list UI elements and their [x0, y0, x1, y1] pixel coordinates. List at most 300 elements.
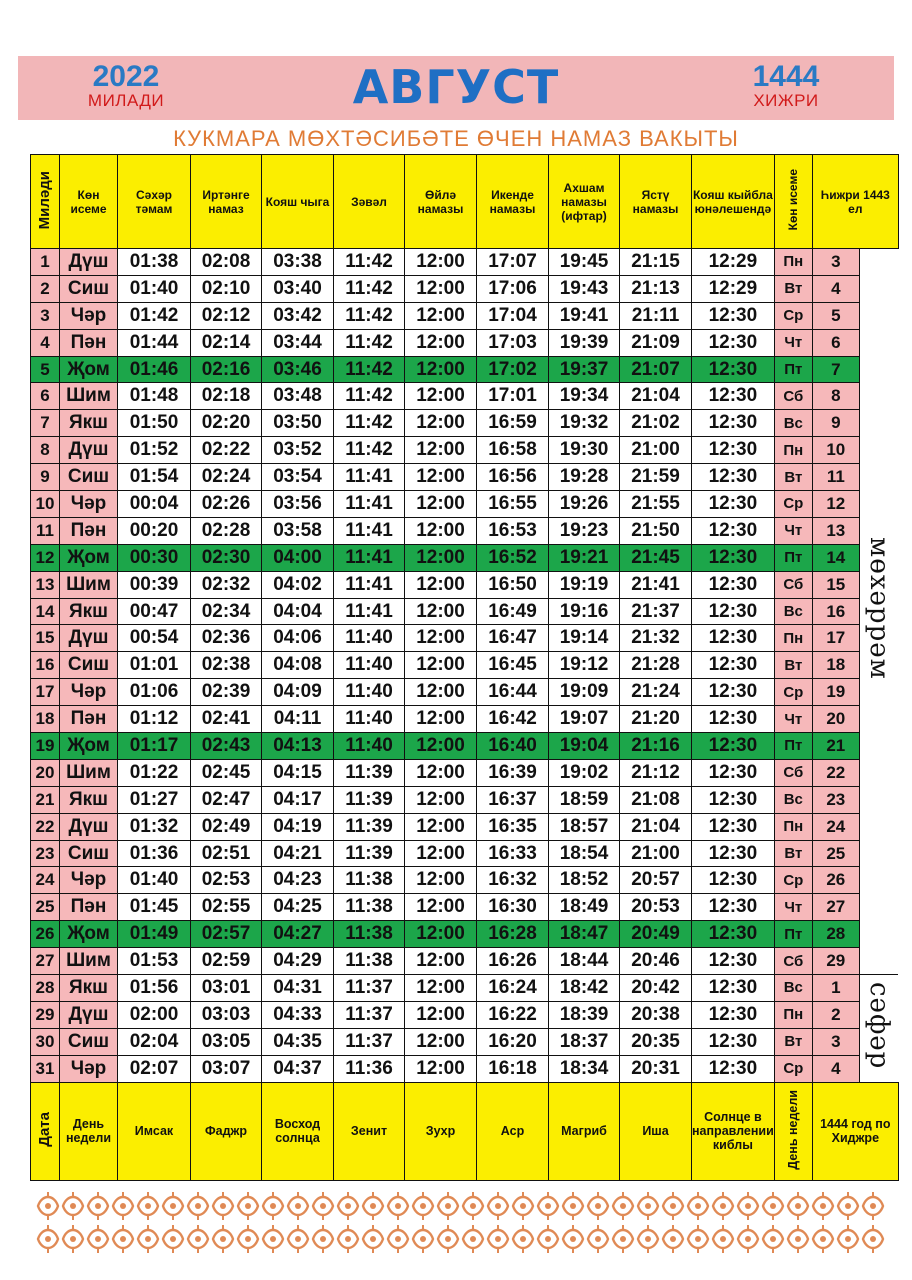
weekday-tatar-cell: Сиш: [60, 464, 118, 491]
day-number-cell: 14: [31, 598, 60, 625]
ornament-motif: [863, 1225, 883, 1253]
weekday-tatar-cell: Чәр: [60, 867, 118, 894]
hijri-day-cell: 22: [812, 759, 859, 786]
header-band: [18, 56, 894, 120]
asr-cell: 17:04: [477, 302, 549, 329]
imsak-cell: 01:22: [118, 759, 191, 786]
ornament-motif: [513, 1192, 533, 1220]
hijri-day-cell: 2: [812, 1001, 859, 1028]
qibla-time-cell: 12:30: [692, 410, 775, 437]
imsak-cell: 01:17: [118, 733, 191, 760]
maghrib-cell: 18:42: [549, 975, 620, 1002]
zuhr-cell: 12:00: [405, 652, 477, 679]
qibla-time-cell: 12:30: [692, 679, 775, 706]
hijri-day-cell: 1: [812, 975, 859, 1002]
ornament-motif: [138, 1225, 158, 1253]
hijri-day-cell: 12: [812, 491, 859, 518]
zenith-cell: 11:42: [334, 383, 405, 410]
weekday-tatar-cell: Якш: [60, 410, 118, 437]
hijri-day-cell: 17: [812, 625, 859, 652]
table-row: [31, 786, 899, 813]
ornament-motif: [638, 1225, 658, 1253]
qibla-time-cell: 12:30: [692, 356, 775, 383]
imsak-cell: 01:49: [118, 921, 191, 948]
weekday-tatar-cell: Чәр: [60, 679, 118, 706]
hijri-day-cell: 6: [812, 329, 859, 356]
isha-cell: 21:24: [620, 679, 692, 706]
asr-cell: 17:02: [477, 356, 549, 383]
table-row: [31, 275, 899, 302]
ornament-motif: [663, 1225, 683, 1253]
col-footer-label: Дата: [36, 1112, 53, 1147]
table-row: [31, 921, 899, 948]
day-number-cell: 25: [31, 894, 60, 921]
table-row: [31, 491, 899, 518]
zenith-cell: 11:36: [334, 1055, 405, 1082]
ornament-motif: [363, 1192, 383, 1220]
isha-cell: 21:00: [620, 840, 692, 867]
zuhr-cell: 12:00: [405, 975, 477, 1002]
maghrib-cell: 19:26: [549, 491, 620, 518]
hijri-day-cell: 21: [812, 733, 859, 760]
weekday-tatar-cell: Җом: [60, 356, 118, 383]
weekday-russian-cell: Пт: [774, 356, 812, 383]
table-row: [31, 383, 899, 410]
col-header: [31, 155, 60, 249]
ornament-motif: [363, 1225, 383, 1253]
maghrib-cell: 18:54: [549, 840, 620, 867]
fajr-cell: 02:34: [191, 598, 262, 625]
imsak-cell: 00:30: [118, 544, 191, 571]
zuhr-cell: 12:00: [405, 786, 477, 813]
table-row: [31, 329, 899, 356]
imsak-cell: 02:04: [118, 1028, 191, 1055]
prayer-times-table: [30, 154, 899, 1181]
ornament-motif: [113, 1225, 133, 1253]
day-number-cell: 19: [31, 733, 60, 760]
ornament-motif: [38, 1192, 58, 1220]
zuhr-cell: 12:00: [405, 1055, 477, 1082]
qibla-time-cell: 12:30: [692, 840, 775, 867]
asr-cell: 16:37: [477, 786, 549, 813]
weekday-tatar-cell: Пән: [60, 329, 118, 356]
ornament-motif: [88, 1192, 108, 1220]
imsak-cell: 01:06: [118, 679, 191, 706]
sunrise-cell: 04:27: [262, 921, 334, 948]
qibla-time-cell: 12:30: [692, 437, 775, 464]
hijri-day-cell: 29: [812, 948, 859, 975]
fajr-cell: 02:53: [191, 867, 262, 894]
weekday-russian-cell: Пн: [774, 813, 812, 840]
table-row: [31, 759, 899, 786]
isha-cell: 21:45: [620, 544, 692, 571]
weekday-tatar-cell: Җом: [60, 921, 118, 948]
day-number-cell: 9: [31, 464, 60, 491]
weekday-tatar-cell: Пән: [60, 894, 118, 921]
zuhr-cell: 12:00: [405, 410, 477, 437]
qibla-time-cell: 12:30: [692, 517, 775, 544]
weekday-tatar-cell: Сиш: [60, 652, 118, 679]
isha-cell: 21:13: [620, 275, 692, 302]
weekday-tatar-cell: Дүш: [60, 813, 118, 840]
day-number-cell: 10: [31, 491, 60, 518]
sunrise-cell: 03:40: [262, 275, 334, 302]
qibla-time-cell: 12:29: [692, 275, 775, 302]
weekday-tatar-cell: Чәр: [60, 491, 118, 518]
hijri-day-cell: 3: [812, 249, 859, 276]
table-row: [31, 544, 899, 571]
qibla-time-cell: 12:30: [692, 571, 775, 598]
sunrise-cell: 04:00: [262, 544, 334, 571]
weekday-russian-cell: Пн: [774, 249, 812, 276]
header-row-tatar: [31, 155, 899, 249]
weekday-tatar-cell: Дүш: [60, 625, 118, 652]
weekday-russian-cell: Ср: [774, 302, 812, 329]
table-row: [31, 706, 899, 733]
sunrise-cell: 04:21: [262, 840, 334, 867]
zuhr-cell: 12:00: [405, 894, 477, 921]
day-number-cell: 26: [31, 921, 60, 948]
maghrib-cell: 18:59: [549, 786, 620, 813]
day-number-cell: 12: [31, 544, 60, 571]
qibla-time-cell: 12:30: [692, 329, 775, 356]
hijri-day-cell: 15: [812, 571, 859, 598]
page-subtitle: КУКМАРА МӨХТӘСИБӘТЕ ӨЧЕН НАМАЗ ВАКЫТЫ: [173, 126, 739, 151]
hijri-day-cell: 28: [812, 921, 859, 948]
isha-cell: 21:20: [620, 706, 692, 733]
zuhr-cell: 12:00: [405, 598, 477, 625]
table-row: [31, 894, 899, 921]
qibla-time-cell: 12:30: [692, 598, 775, 625]
ornament-motif: [538, 1192, 558, 1220]
weekday-tatar-cell: Пән: [60, 706, 118, 733]
asr-cell: 16:44: [477, 679, 549, 706]
asr-cell: 16:39: [477, 759, 549, 786]
col-header: [774, 155, 812, 249]
asr-cell: 16:53: [477, 517, 549, 544]
col-footer: [31, 1082, 60, 1180]
maghrib-cell: 19:14: [549, 625, 620, 652]
ornament-motif: [513, 1225, 533, 1253]
zuhr-cell: 12:00: [405, 625, 477, 652]
sunrise-cell: 03:38: [262, 249, 334, 276]
asr-cell: 17:03: [477, 329, 549, 356]
weekday-russian-cell: Ср: [774, 679, 812, 706]
asr-cell: 16:55: [477, 491, 549, 518]
ornament-motif: [713, 1192, 733, 1220]
fajr-cell: 02:20: [191, 410, 262, 437]
sunrise-cell: 04:04: [262, 598, 334, 625]
maghrib-cell: 19:23: [549, 517, 620, 544]
asr-cell: 16:59: [477, 410, 549, 437]
hijri-day-cell: 26: [812, 867, 859, 894]
qibla-time-cell: 12:30: [692, 733, 775, 760]
col-header: Көн исеме: [60, 155, 118, 249]
zuhr-cell: 12:00: [405, 571, 477, 598]
sunrise-cell: 03:58: [262, 517, 334, 544]
fajr-cell: 02:18: [191, 383, 262, 410]
day-number-cell: 3: [31, 302, 60, 329]
sunrise-cell: 04:02: [262, 571, 334, 598]
imsak-cell: 01:40: [118, 275, 191, 302]
zenith-cell: 11:41: [334, 598, 405, 625]
fajr-cell: 02:38: [191, 652, 262, 679]
col-footer: Восход солнца: [262, 1082, 334, 1180]
zenith-cell: 11:37: [334, 975, 405, 1002]
sunrise-cell: 03:42: [262, 302, 334, 329]
asr-cell: 16:49: [477, 598, 549, 625]
ornament-motif: [688, 1192, 708, 1220]
isha-cell: 20:57: [620, 867, 692, 894]
imsak-cell: 01:27: [118, 786, 191, 813]
sunrise-cell: 03:52: [262, 437, 334, 464]
hijri-day-cell: 16: [812, 598, 859, 625]
qibla-time-cell: 12:30: [692, 1055, 775, 1082]
zuhr-cell: 12:00: [405, 1001, 477, 1028]
weekday-russian-cell: Чт: [774, 517, 812, 544]
ornament-motif: [238, 1192, 258, 1220]
zuhr-cell: 12:00: [405, 679, 477, 706]
weekday-russian-cell: Чт: [774, 329, 812, 356]
zuhr-cell: 12:00: [405, 706, 477, 733]
weekday-tatar-cell: Сиш: [60, 1028, 118, 1055]
day-number-cell: 7: [31, 410, 60, 437]
maghrib-cell: 19:37: [549, 356, 620, 383]
table-row: [31, 867, 899, 894]
asr-cell: 16:30: [477, 894, 549, 921]
col-header-label: Миләди: [36, 170, 53, 230]
asr-cell: 16:52: [477, 544, 549, 571]
ornament-motif: [488, 1192, 508, 1220]
qibla-time-cell: 12:30: [692, 1028, 775, 1055]
gregorian-label: МИЛАДИ: [87, 91, 165, 110]
maghrib-cell: 19:02: [549, 759, 620, 786]
maghrib-cell: 18:37: [549, 1028, 620, 1055]
zenith-cell: 11:41: [334, 517, 405, 544]
ornament-motif: [588, 1192, 608, 1220]
decorative-ornament: [34, 1190, 886, 1256]
col-header: Ахшам намазы (ифтар): [549, 155, 620, 249]
imsak-cell: 00:54: [118, 625, 191, 652]
ornament-motif: [163, 1225, 183, 1253]
fajr-cell: 02:28: [191, 517, 262, 544]
weekday-tatar-cell: Шим: [60, 759, 118, 786]
ornament-motif: [738, 1192, 758, 1220]
zenith-cell: 11:40: [334, 652, 405, 679]
hijri-day-cell: 23: [812, 786, 859, 813]
qibla-time-cell: 12:30: [692, 625, 775, 652]
zenith-cell: 11:42: [334, 356, 405, 383]
isha-cell: 21:04: [620, 383, 692, 410]
zenith-cell: 11:38: [334, 948, 405, 975]
col-header: Кояш чыга: [262, 155, 334, 249]
imsak-cell: 01:38: [118, 249, 191, 276]
day-number-cell: 17: [31, 679, 60, 706]
zenith-cell: 11:38: [334, 921, 405, 948]
weekday-tatar-cell: Шим: [60, 383, 118, 410]
asr-cell: 16:56: [477, 464, 549, 491]
weekday-tatar-cell: Шим: [60, 948, 118, 975]
ornament-motif: [788, 1225, 808, 1253]
imsak-cell: 01:40: [118, 867, 191, 894]
table-row: [31, 1001, 899, 1028]
ornament-motif: [63, 1192, 83, 1220]
ornament-motif: [213, 1225, 233, 1253]
imsak-cell: 00:20: [118, 517, 191, 544]
hijri-day-cell: 18: [812, 652, 859, 679]
zenith-cell: 11:40: [334, 625, 405, 652]
qibla-time-cell: 12:30: [692, 544, 775, 571]
table-row: [31, 1028, 899, 1055]
imsak-cell: 01:46: [118, 356, 191, 383]
table-row: [31, 437, 899, 464]
fajr-cell: 02:45: [191, 759, 262, 786]
sunrise-cell: 04:37: [262, 1055, 334, 1082]
day-number-cell: 11: [31, 517, 60, 544]
ornament-motif: [338, 1192, 358, 1220]
weekday-tatar-cell: Сиш: [60, 840, 118, 867]
table-row: [31, 733, 899, 760]
table-row: [31, 517, 899, 544]
table-row: [31, 464, 899, 491]
hijri-day-cell: 13: [812, 517, 859, 544]
zuhr-cell: 12:00: [405, 867, 477, 894]
ornament-motif: [188, 1192, 208, 1220]
isha-cell: 21:37: [620, 598, 692, 625]
col-header: Икенде намазы: [477, 155, 549, 249]
weekday-russian-cell: Вт: [774, 1028, 812, 1055]
zuhr-cell: 12:00: [405, 813, 477, 840]
imsak-cell: 00:39: [118, 571, 191, 598]
sunrise-cell: 03:54: [262, 464, 334, 491]
ornament-motif: [413, 1192, 433, 1220]
ornament-motif: [763, 1225, 783, 1253]
sunrise-cell: 04:33: [262, 1001, 334, 1028]
col-header: Сәхәр тәмам: [118, 155, 191, 249]
table-row: [31, 598, 899, 625]
maghrib-cell: 18:44: [549, 948, 620, 975]
weekday-russian-cell: Пт: [774, 921, 812, 948]
weekday-russian-cell: Вт: [774, 464, 812, 491]
zuhr-cell: 12:00: [405, 249, 477, 276]
hijri-day-cell: 4: [812, 1055, 859, 1082]
table-row: [31, 249, 899, 276]
maghrib-cell: 19:32: [549, 410, 620, 437]
ornament-motif: [88, 1225, 108, 1253]
table-row: [31, 975, 899, 1002]
asr-cell: 17:06: [477, 275, 549, 302]
day-number-cell: 31: [31, 1055, 60, 1082]
sunrise-cell: 04:23: [262, 867, 334, 894]
hijri-month-cell: [859, 975, 898, 1083]
maghrib-cell: 18:49: [549, 894, 620, 921]
weekday-russian-cell: Вт: [774, 840, 812, 867]
isha-cell: 21:15: [620, 249, 692, 276]
fajr-cell: 02:12: [191, 302, 262, 329]
maghrib-cell: 18:52: [549, 867, 620, 894]
isha-cell: 21:08: [620, 786, 692, 813]
qibla-time-cell: 12:30: [692, 948, 775, 975]
day-number-cell: 18: [31, 706, 60, 733]
weekday-russian-cell: Сб: [774, 571, 812, 598]
weekday-russian-cell: Ср: [774, 1055, 812, 1082]
ornament-motif: [613, 1192, 633, 1220]
asr-cell: 16:45: [477, 652, 549, 679]
weekday-tatar-cell: Шим: [60, 571, 118, 598]
hijri-day-cell: 5: [812, 302, 859, 329]
weekday-russian-cell: Вс: [774, 410, 812, 437]
isha-cell: 21:04: [620, 813, 692, 840]
fajr-cell: 02:43: [191, 733, 262, 760]
isha-cell: 21:41: [620, 571, 692, 598]
fajr-cell: 02:10: [191, 275, 262, 302]
qibla-time-cell: 12:30: [692, 706, 775, 733]
weekday-russian-cell: Сб: [774, 383, 812, 410]
imsak-cell: 01:45: [118, 894, 191, 921]
day-number-cell: 8: [31, 437, 60, 464]
col-header: Иртәнге намаз: [191, 155, 262, 249]
isha-cell: 21:11: [620, 302, 692, 329]
col-footer: Имсак: [118, 1082, 191, 1180]
gregorian-year: 2022: [92, 60, 160, 93]
asr-cell: 16:20: [477, 1028, 549, 1055]
qibla-time-cell: 12:30: [692, 464, 775, 491]
ornament-motif: [313, 1225, 333, 1253]
hijri-day-cell: 19: [812, 679, 859, 706]
ornament-motif: [613, 1225, 633, 1253]
table-row: [31, 948, 899, 975]
hijri-day-cell: 20: [812, 706, 859, 733]
table-row: [31, 813, 899, 840]
sunrise-cell: 04:25: [262, 894, 334, 921]
table-row: [31, 302, 899, 329]
asr-cell: 16:22: [477, 1001, 549, 1028]
sunrise-cell: 03:56: [262, 491, 334, 518]
weekday-tatar-cell: Пән: [60, 517, 118, 544]
maghrib-cell: 19:41: [549, 302, 620, 329]
ornament-motif: [288, 1192, 308, 1220]
table-row: [31, 840, 899, 867]
fajr-cell: 02:08: [191, 249, 262, 276]
fajr-cell: 02:39: [191, 679, 262, 706]
maghrib-cell: 19:45: [549, 249, 620, 276]
maghrib-cell: 18:39: [549, 1001, 620, 1028]
day-number-cell: 4: [31, 329, 60, 356]
weekday-tatar-cell: Чәр: [60, 1055, 118, 1082]
qibla-time-cell: 12:30: [692, 759, 775, 786]
zenith-cell: 11:41: [334, 464, 405, 491]
hijri-year: 1444: [752, 60, 820, 93]
maghrib-cell: 19:39: [549, 329, 620, 356]
fajr-cell: 02:32: [191, 571, 262, 598]
zenith-cell: 11:42: [334, 302, 405, 329]
header-row-russian: [31, 1082, 899, 1180]
ornament-motif: [838, 1225, 858, 1253]
isha-cell: 21:00: [620, 437, 692, 464]
asr-cell: 16:47: [477, 625, 549, 652]
asr-cell: 16:18: [477, 1055, 549, 1082]
ornament-motif: [538, 1225, 558, 1253]
imsak-cell: 01:50: [118, 410, 191, 437]
zenith-cell: 11:37: [334, 1028, 405, 1055]
zuhr-cell: 12:00: [405, 356, 477, 383]
table-row: [31, 571, 899, 598]
imsak-cell: 01:36: [118, 840, 191, 867]
maghrib-cell: 19:07: [549, 706, 620, 733]
maghrib-cell: 19:04: [549, 733, 620, 760]
ornament-motif: [213, 1192, 233, 1220]
fajr-cell: 02:51: [191, 840, 262, 867]
